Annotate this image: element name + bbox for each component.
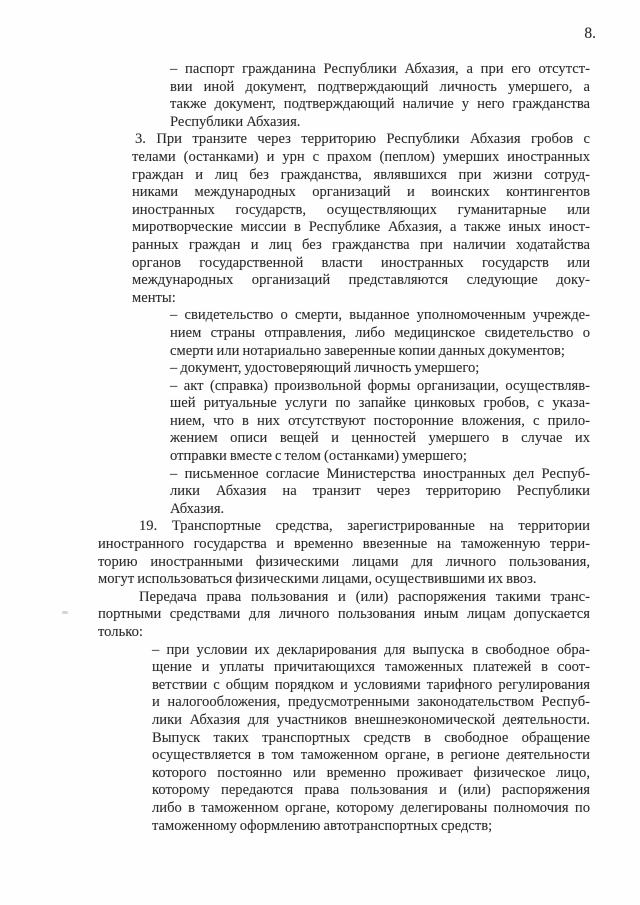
page-number: 8. [584,25,596,42]
text-line: 3. При транзите через территорию Республики Абхазия гробов с [135,131,590,148]
text-line: – письменное согласие Министерства иностранных дел Респуб- [170,465,590,482]
clause-3-paragraph [132,131,590,307]
text-line: Выпуск таких транспортных средств в свободное обращение [152,729,590,746]
text-line: Абхазия. [170,500,225,517]
text-line: таможенному оформлению автотранспортных средств; [152,817,493,834]
clause-19-paragraph [98,518,590,588]
text-line: нием страны отправления, либо медицинское свидетельство о [170,324,590,341]
text-line: – документ, удостоверяющий личность умершего; [170,360,480,377]
text-line: лики Абхазия для участников внешнеэкономической деятельности. [152,711,590,728]
text-line: – свидетельство о смерти, выданное уполномоченным учрежде- [170,307,590,324]
text-line: 19. Транспортные средства, зарегистрированные на территории [139,518,590,535]
text-line: никами международных организаций и воинских контингентов [132,184,590,201]
text-line: ранных граждан и лиц без гражданства при наличии ходатайства [132,236,590,253]
text-line: отправки вместе с телом (останками) умершего; [170,448,467,465]
text-line: менты: [132,289,176,306]
list-item-death-certificate [170,307,590,360]
text-line: либо в таможенном органе, которому делегированы полномочия по [152,799,590,816]
text-line: иностранного государства и временно ввезенные на таможенную терри- [98,536,590,553]
text-line: только: [98,624,143,640]
text-line: миротворческие миссии в Республике Абхазия, а также иных иност- [132,219,590,236]
text-line: осуществляется в том таможенном органе, в регионе деятельности [152,747,590,764]
text-line: лики Абхазия на транзит через территорию Республики [170,483,590,500]
text-line: – акт (справка) произвольной формы организации, осуществляв- [170,377,590,394]
text-line: ветствии с общим порядком и условиями тарифного регулирования [152,676,590,693]
text-line: шей ритуальные услуги по запайке цинковых гробов, с указа- [170,395,590,412]
list-item-declaration-condition [152,642,590,836]
text-line: смерти или нотариально заверенные копии данных документов; [170,342,565,359]
document-text [98,61,590,835]
text-line: жением описи вещей и ценностей умершего в случае их [170,430,590,447]
text-line: также документ, подтверждающий наличие у него гражданства [170,96,590,113]
transfer-rights-paragraph [98,589,590,642]
text-line: телами (останками) и урн с прахом (пеплом) умерших иностранных [132,148,590,165]
text-line: торию иностранными физическими лицами для личного пользования, [98,553,590,570]
text-line: граждан и лиц без гражданства, являвшихся при жизни сотруд- [132,166,590,183]
text-line: нием, что в них отсутствуют посторонние вложения, с прило- [170,412,590,429]
text-line: и налогообложения, предусмотренными законодательством Респуб- [152,694,590,711]
text-line: международных организаций представляются следующие доку- [132,272,590,289]
list-item-mfa-consent [170,466,590,519]
continued-list-item-passport [170,61,590,131]
list-item-sealing-act [170,378,590,466]
text-line: Передача права пользования и (или) распоряжения такими транс- [139,588,590,605]
text-line: иностранных государств, осуществляющих гуманитарные или [132,201,590,218]
text-line: вии иной документ, подтверждающий личность умершего, а [170,78,590,95]
list-item-identity-document [170,360,590,378]
text-line: органов государственной власти иностранных государств или [132,254,590,271]
text-line: которого постоянно или временно проживает физическое лицо, [152,764,590,781]
text-line: которому передаются права пользования и (или) распоряжения [152,782,590,799]
text-line: портными средствами для личного пользования иным лицам допускается [98,606,590,623]
scan-artifact [62,611,68,614]
text-line: – паспорт гражданина Республики Абхазия, а при его отсутст- [170,61,590,77]
text-line: Республики Абхазия. [170,113,301,130]
text-line: щение и уплаты причитающихся таможенных платежей в соот- [152,659,590,676]
text-line: могут использоваться физическими лицами, осуществившими их ввоз. [98,571,537,588]
text-line: – при условии их декларирования для выпуска в свободное обра- [152,641,590,658]
